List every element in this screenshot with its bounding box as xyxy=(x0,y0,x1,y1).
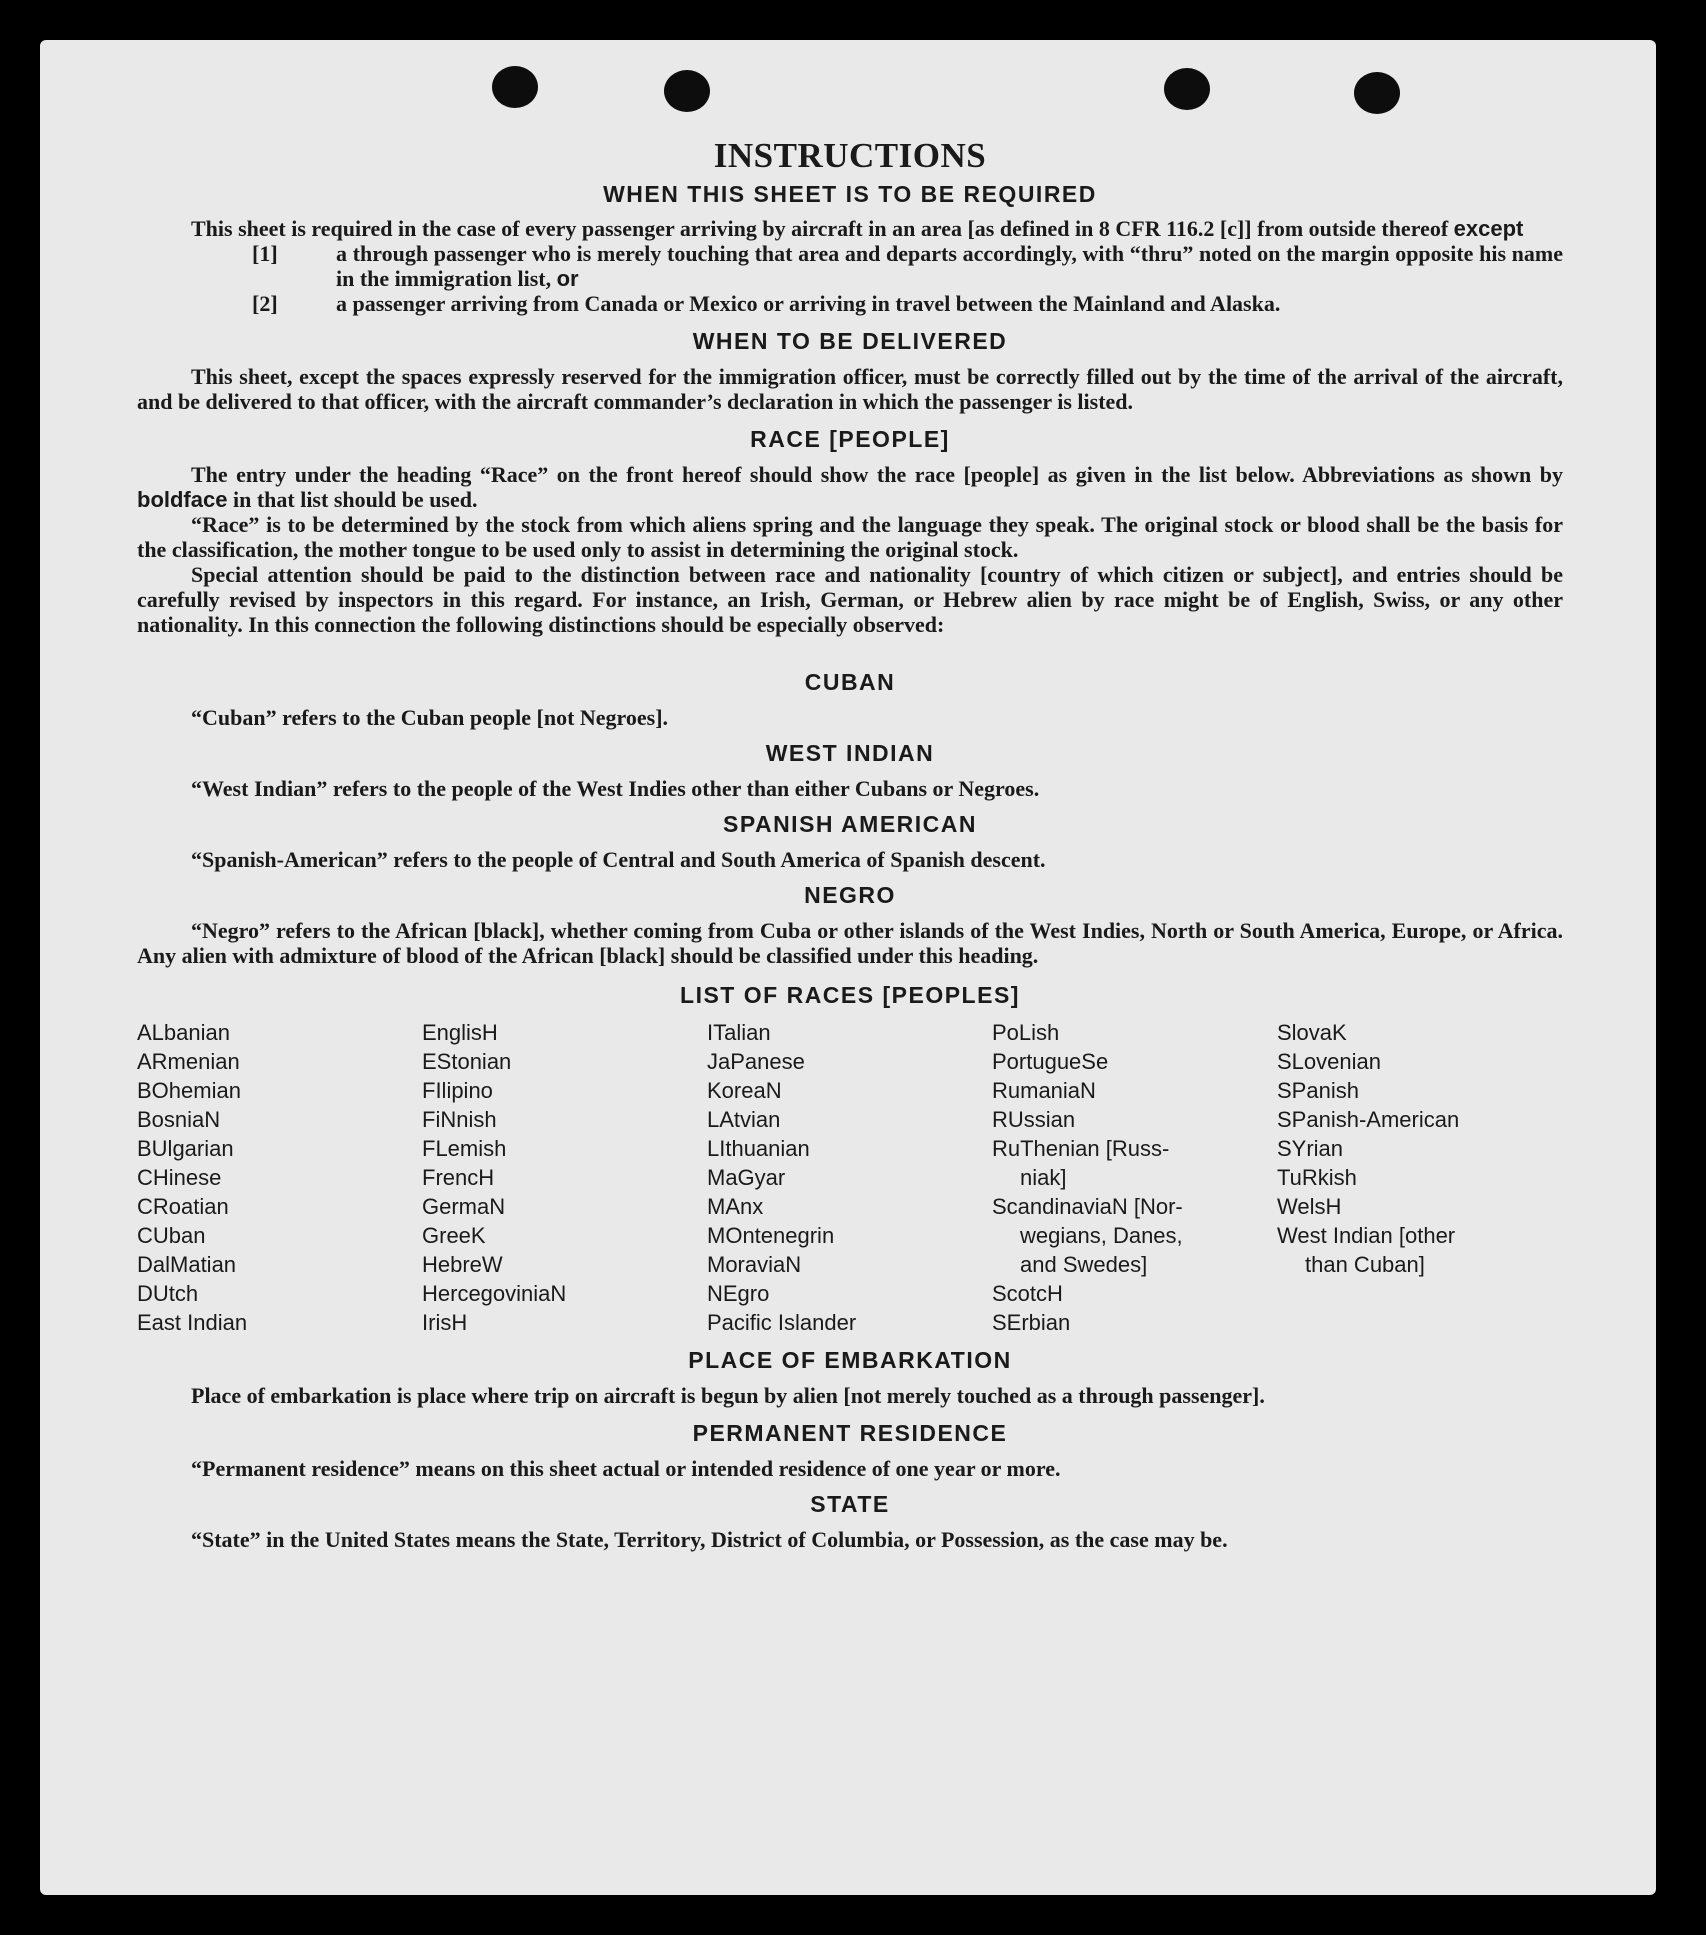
race-paragraph-3: Special attention should be paid to the distinction between race and nationality [country of which citizen or subject], and entries should be carefully revised by inspectors in this regard. For instance, an Irish, German, or Hebrew alien by race might be of English, Swiss, or any other nationality. In this connection the following distinctions should be especially observed: xyxy=(137,562,1563,637)
punch-hole xyxy=(1164,68,1210,110)
state-text: “State” in the United States means the State, Territory, District of Columbia, or Possession, as the case may be. xyxy=(191,1527,1228,1552)
cuban-text: “Cuban” refers to the Cuban people [not Negroes]. xyxy=(191,705,669,730)
race-entry: SLovenian xyxy=(1277,1049,1381,1074)
race-entry-continued: and Swedes] xyxy=(1020,1252,1148,1277)
race-entry: BUlgarian xyxy=(137,1136,234,1161)
race-entry: RUssian xyxy=(992,1107,1076,1132)
race-entry: SPanish xyxy=(1277,1078,1359,1103)
race-entry: FiNnish xyxy=(422,1107,497,1132)
heading-delivered: WHEN TO BE DELIVERED xyxy=(692,328,1008,354)
race-entry: FrencH xyxy=(422,1165,495,1190)
punch-hole xyxy=(492,66,538,108)
required-intro-text: This sheet is required in the case of every passenger arriving by aircraft in an area [as defined in 8 CFR 116.2 [c]] from outside thereof xyxy=(191,216,1449,241)
race-entry: DUtch xyxy=(137,1281,199,1306)
or-word: or xyxy=(556,266,579,291)
boldface-word: boldface xyxy=(137,487,228,512)
race-entry: SPanish-American xyxy=(1277,1107,1460,1132)
race-entry: CRoatian xyxy=(137,1194,229,1219)
race-paragraph-2: “Race” is to be determined by the stock from which aliens spring and the language they speak. The original stock or blood shall be the basis for the classification, the mother tongue to be used only to assist in determining the original stock. xyxy=(137,512,1563,562)
required-item-1 xyxy=(137,241,1563,291)
heading-west-indian: WEST INDIAN xyxy=(765,740,935,766)
race-entry: LAtvian xyxy=(707,1107,781,1132)
race-entry: SlovaK xyxy=(1277,1020,1347,1045)
race-entry: KoreaN xyxy=(707,1078,782,1103)
instructions-content xyxy=(137,136,1563,1552)
race-entry: CUban xyxy=(137,1223,206,1248)
race-entry: RumaniaN xyxy=(992,1078,1096,1103)
punch-hole xyxy=(1354,72,1400,114)
race-p1-text: The entry under the heading “Race” on the front hereof should show the race [people] as given in the list below. Abbreviations as shown by xyxy=(191,462,1563,487)
race-entry: JaPanese xyxy=(707,1049,805,1074)
race-paragraph-1 xyxy=(137,462,1563,512)
race-entry: RuThenian [Russ- xyxy=(992,1136,1170,1161)
race-entry: TuRkish xyxy=(1277,1165,1357,1190)
race-entry: HercegoviniaN xyxy=(422,1281,567,1306)
except-word: except xyxy=(1453,216,1524,241)
race-entry: HebreW xyxy=(422,1252,503,1277)
punch-hole xyxy=(664,70,710,112)
delivered-text: This sheet, except the spaces expressly reserved for the immigration officer, must be correctly filled out by the time of the arrival of the aircraft, and be delivered to that officer, with the aircraft commander’s declaration in which the passenger is listed. xyxy=(137,364,1563,414)
race-entry: East Indian xyxy=(137,1310,248,1335)
race-entry: CHinese xyxy=(137,1165,222,1190)
race-entry: FLemish xyxy=(422,1136,507,1161)
races-list xyxy=(137,1018,1563,1337)
race-entry: ScotcH xyxy=(992,1281,1063,1306)
races-column-2 xyxy=(422,1018,707,1337)
race-entry: DalMatian xyxy=(137,1252,237,1277)
heading-cuban: CUBAN xyxy=(804,669,896,695)
heading-embarkation: PLACE OF EMBARKATION xyxy=(688,1347,1012,1373)
race-entry: GreeK xyxy=(422,1223,486,1248)
race-entry: FIlipino xyxy=(422,1078,493,1103)
race-entry-continued: wegians, Danes, xyxy=(1020,1223,1183,1248)
race-entry: SErbian xyxy=(992,1310,1071,1335)
page-title: INSTRUCTIONS xyxy=(713,136,987,175)
race-entry: ScandinaviaN [Nor- xyxy=(992,1194,1183,1219)
race-entry: GermaN xyxy=(422,1194,506,1219)
race-entry: SYrian xyxy=(1277,1136,1344,1161)
race-entry: West Indian [other xyxy=(1277,1223,1456,1248)
race-entry: WelsH xyxy=(1277,1194,1342,1219)
permanent-residence-text: “Permanent residence” means on this sheet actual or intended residence of one year or more. xyxy=(191,1456,1061,1481)
race-entry: ITalian xyxy=(707,1020,771,1045)
race-p1-text-end: in that list should be used. xyxy=(232,487,478,512)
required-intro xyxy=(137,216,1563,241)
race-entry: MAnx xyxy=(707,1194,764,1219)
heading-list-of-races: LIST OF RACES [PEOPLES] xyxy=(680,982,1020,1008)
race-entry: PortugueSe xyxy=(992,1049,1109,1074)
race-entry-continued: than Cuban] xyxy=(1305,1252,1425,1277)
race-entry: LIthuanian xyxy=(707,1136,810,1161)
heading-permanent-residence: PERMANENT RESIDENCE xyxy=(692,1420,1008,1446)
race-entry: EStonian xyxy=(422,1049,512,1074)
item-text: a passenger arriving from Canada or Mexico or arriving in travel between the Mainland and Alaska. xyxy=(336,291,1281,316)
negro-text: “Negro” refers to the African [black], whether coming from Cuba or other islands of the West Indies, North or South America, Europe, or Africa. Any alien with admixture of blood of the African [black] should be classified under this heading. xyxy=(137,918,1563,968)
race-entry: PoLish xyxy=(992,1020,1060,1045)
heading-state: STATE xyxy=(810,1491,890,1517)
race-entry: IrisH xyxy=(422,1310,468,1335)
race-entry: EnglisH xyxy=(422,1020,498,1045)
embarkation-text: Place of embarkation is place where trip on aircraft is begun by alien [not merely touched as a through passenger]. xyxy=(191,1383,1265,1408)
item-number: [2] xyxy=(252,291,278,316)
races-column-5 xyxy=(1277,1018,1563,1337)
race-entry: ARmenian xyxy=(137,1049,240,1074)
race-entry: Pacific Islander xyxy=(707,1310,857,1335)
races-column-3 xyxy=(707,1018,992,1337)
race-entry: BosniaN xyxy=(137,1107,221,1132)
heading-spanish-american: SPANISH AMERICAN xyxy=(722,811,977,837)
race-entry: NEgro xyxy=(707,1281,770,1306)
race-entry: MOntenegrin xyxy=(707,1223,835,1248)
west-indian-text: “West Indian” refers to the people of the West Indies other than either Cubans or Negroes. xyxy=(191,776,1040,801)
heading-required: WHEN THIS SHEET IS TO BE REQUIRED xyxy=(603,181,1097,207)
race-entry: MoraviaN xyxy=(707,1252,802,1277)
required-item-2 xyxy=(137,291,1563,316)
races-column-4 xyxy=(992,1018,1277,1337)
race-entry: ALbanian xyxy=(137,1020,230,1045)
race-entry: BOhemian xyxy=(137,1078,241,1103)
item-text: a through passenger who is merely touching that area and departs accordingly, with “thru” noted on the margin opposite his name in the immigration list, xyxy=(336,241,1563,291)
race-entry: MaGyar xyxy=(707,1165,786,1190)
heading-race: RACE [PEOPLE] xyxy=(750,426,950,452)
spanish-american-text: “Spanish-American” refers to the people of Central and South America of Spanish descent. xyxy=(191,847,1046,872)
heading-negro: NEGRO xyxy=(804,882,896,908)
race-entry-continued: niak] xyxy=(1020,1165,1067,1190)
races-column-1 xyxy=(137,1018,422,1337)
item-number: [1] xyxy=(252,241,278,266)
